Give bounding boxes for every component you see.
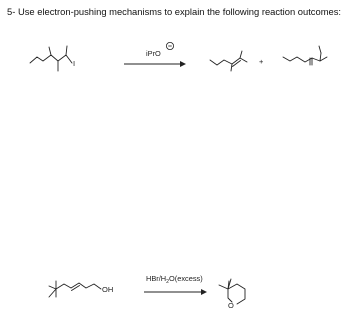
negative-charge-icon — [166, 42, 173, 49]
ring-oxygen-label: O — [228, 301, 234, 310]
product-alkene-internal — [210, 51, 247, 71]
question-text: 5- Use electron-pushing mechanisms to explain the following reaction outcomes: — [7, 6, 342, 17]
alkyl-iodide-structure — [30, 46, 75, 71]
plus-sign: + — [259, 57, 264, 66]
reagent-isopropoxide: iPrO — [146, 49, 161, 58]
alkenol-structure — [49, 281, 113, 297]
reagent-hbr-water: HBr/$H_2O(excess)$ — [146, 274, 203, 285]
iodine-label: I — [73, 59, 76, 68]
reaction1-arrow — [124, 61, 186, 67]
product-cyclic-ether — [219, 279, 245, 310]
reaction2-arrow — [144, 289, 207, 295]
hydroxyl-label: OH — [102, 285, 114, 294]
product-alkene-terminal — [283, 46, 327, 65]
